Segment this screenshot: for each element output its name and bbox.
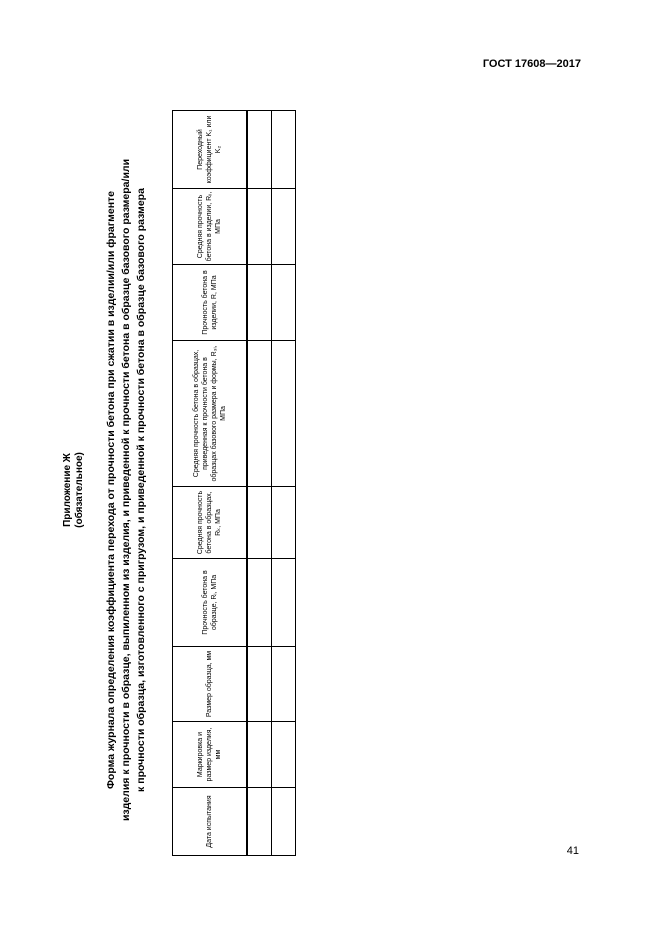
document-code: ГОСТ 17608—2017: [482, 58, 581, 70]
form-title-line-3: к прочности образца, изготовленного с пригрузом, и приведенной к прочности бетона в образце базового размера: [135, 188, 147, 792]
table-cell: [272, 265, 296, 341]
col-header-mean-product-strength: Средняя прочность бетона в изделии, Rᵢᵢ, МПа: [173, 189, 248, 265]
table-row: [272, 111, 296, 856]
table-cell: [272, 487, 296, 559]
table-cell: [272, 189, 296, 265]
form-title: [104, 110, 149, 870]
table-cell: [247, 722, 272, 788]
table-cell: [247, 487, 272, 559]
table-cell: [272, 722, 296, 788]
table-cell: [247, 559, 272, 647]
table-cell: [247, 788, 272, 856]
journal-table: [172, 110, 296, 856]
rotated-content: [60, 110, 620, 870]
appendix-heading: [62, 110, 86, 870]
page-number: 41: [566, 845, 579, 857]
table-cell: [247, 341, 272, 487]
col-header-reduced-strength: Средняя прочность бетона в образцах, приведенная к прочности бетона в образцах базового размера и формы, R₃ᵢ, МПа: [173, 341, 248, 487]
table-cell: [272, 559, 296, 647]
table-cell: [247, 265, 272, 341]
col-header-product-marking: Маркировка и размер изделия, мм: [173, 722, 248, 788]
appendix-status: (обязательное): [74, 452, 85, 528]
form-title-line-2: изделия к прочности в образце, выпиленном из изделия, и приведенной к прочности бетона в образце базового размера/или: [120, 158, 132, 822]
journal-table-wrap: [172, 110, 296, 856]
col-header-specimen-strength: Прочность бетона в образце, Rᵢ, МПа: [173, 559, 248, 647]
table-cell: [272, 111, 296, 189]
table-cell: [272, 788, 296, 856]
table-cell: [247, 111, 272, 189]
table-cell: [247, 647, 272, 722]
col-header-test-date: Дата испытания: [173, 788, 248, 856]
table-cell: [247, 189, 272, 265]
table-row: [247, 111, 272, 856]
col-header-mean-strength: Средняя прочность бетона в образцах, Rₖ, МПа: [173, 487, 248, 559]
form-title-line-1: Форма журнала определения коэффициента перехода от прочности бетона при сжатии в изделии/или фрагменте: [105, 190, 117, 790]
col-header-product-strength: Прочность бетона в изделии, R, МПа: [173, 265, 248, 341]
table-cell: [272, 341, 296, 487]
col-header-transition-coefficient: Переходный коэффициент K₁ или K₂: [173, 111, 248, 189]
table-cell: [272, 647, 296, 722]
col-header-specimen-size: Размер образца, мм: [173, 647, 248, 722]
appendix-label: Приложение Ж: [62, 453, 73, 527]
